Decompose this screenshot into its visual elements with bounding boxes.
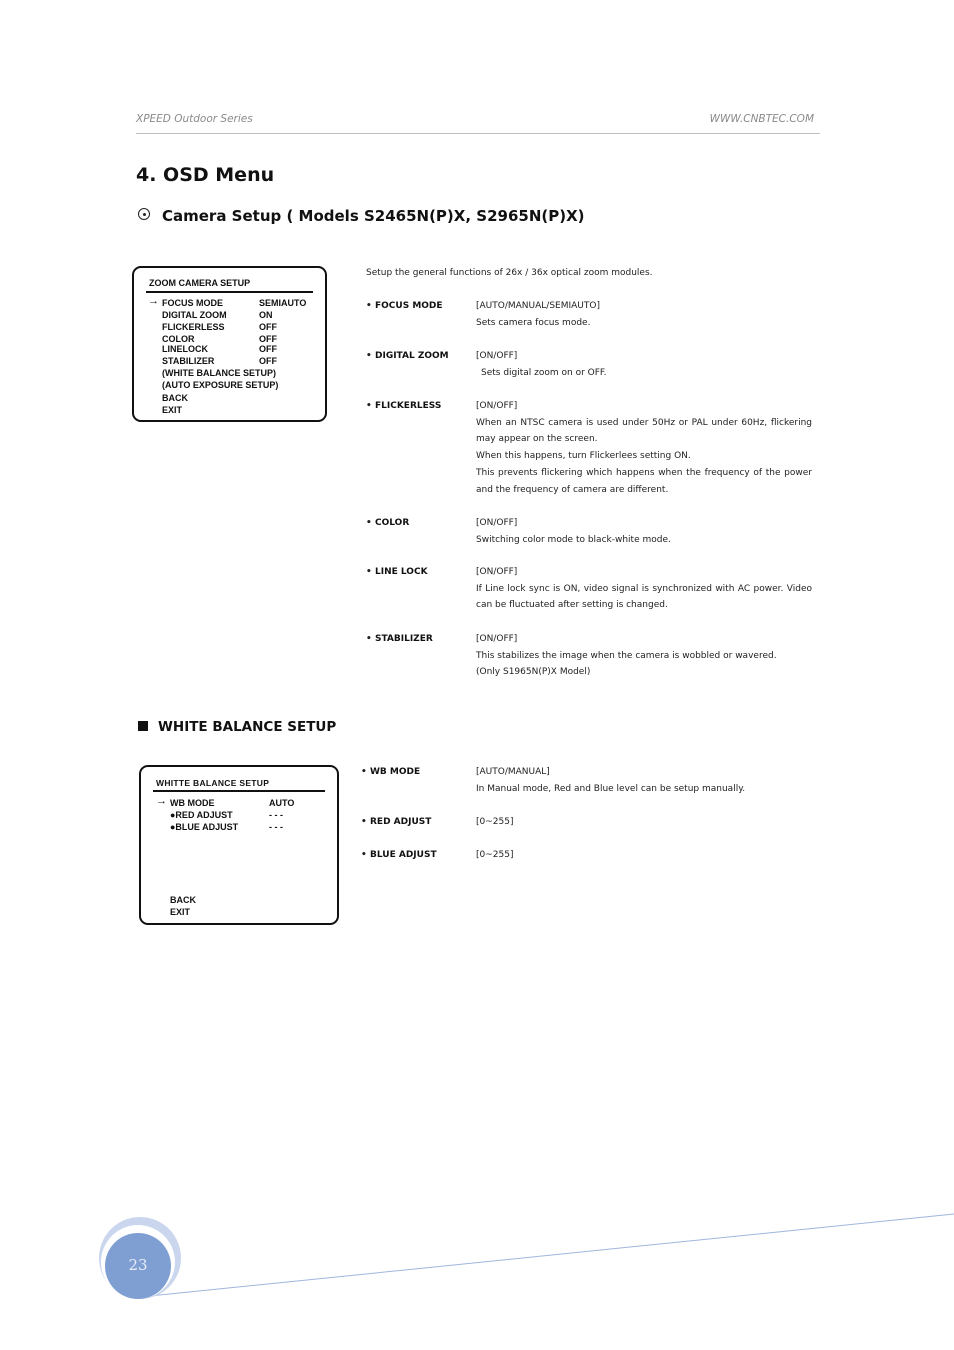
osd-row: [141, 822, 337, 834]
wb-section-heading: [138, 719, 336, 735]
desc-line: Sets camera focus mode.: [476, 317, 591, 328]
osd-row: [134, 380, 325, 392]
target-circle-icon: [138, 208, 150, 220]
subsection-title: [138, 207, 585, 225]
subsection-title-text: Camera Setup ( Models S2465N(P)X, S2965N(P)X): [162, 207, 585, 225]
osd-row: [134, 368, 325, 380]
desc-label: RED ADJUST: [370, 817, 432, 827]
osd-row-label: ●BLUE ADJUST: [170, 822, 239, 832]
desc-line: This stabilizes the image when the camera is wobbled or wavered.: [476, 650, 777, 661]
bullet: •: [361, 850, 367, 860]
wb-heading-text: WHITE BALANCE SETUP: [158, 719, 337, 735]
osd-row: [141, 895, 337, 907]
osd-row-label: EXIT: [162, 405, 183, 415]
osd-row-value: - - -: [269, 822, 283, 832]
desc-line: [ON/OFF]: [476, 634, 518, 644]
desc-label: BLUE ADJUST: [370, 850, 437, 860]
desc-text: [476, 847, 813, 864]
osd-row-label: DIGITAL ZOOM: [162, 310, 227, 320]
osd-row-label: STABILIZER: [162, 356, 215, 366]
desc-line: In Manual mode, Red and Blue level can be setup manually.: [476, 783, 746, 794]
header-rule: [136, 133, 820, 134]
osd-row-label: (WHITE BALANCE SETUP): [162, 368, 276, 378]
osd-row-label: EXIT: [170, 907, 191, 917]
section-title: 4. OSD Menu: [136, 164, 275, 186]
osd-row-label: ●RED ADJUST: [170, 810, 233, 820]
osd-title: WHITTE BALANCE SETUP: [156, 778, 270, 788]
desc-line: [ON/OFF]: [476, 567, 518, 577]
desc-line: (Only S1965N(P)X Model): [476, 667, 591, 678]
osd-row: [134, 393, 325, 405]
bullet: •: [366, 634, 372, 644]
arrow-right-icon: →: [156, 795, 167, 807]
osd-row-value: OFF: [259, 322, 277, 332]
desc-line: Switching color mode to black-white mode.: [476, 534, 671, 545]
desc-line: [ON/OFF]: [476, 518, 518, 528]
osd-row: [134, 344, 325, 356]
desc-line: If Line lock sync is ON, video signal is synchronized with AC power. Video can be fluctuated after setting is changed.: [476, 583, 812, 611]
bullet: •: [366, 401, 372, 411]
desc-text: [476, 348, 812, 381]
desc-text: [476, 398, 812, 498]
osd-row: [134, 356, 325, 368]
osd-row-value: OFF: [259, 334, 277, 344]
bullet: •: [361, 817, 367, 827]
osd-row-label: COLOR: [162, 334, 195, 344]
desc-line: Sets digital zoom on or OFF.: [481, 367, 607, 378]
arrow-right-icon: →: [148, 295, 159, 307]
osd-row: [134, 322, 325, 334]
desc-line: [ON/OFF]: [476, 401, 518, 411]
desc-label: WB MODE: [370, 767, 421, 777]
header-left: XPEED Outdoor Series: [136, 113, 253, 125]
desc-line: [0~255]: [476, 850, 514, 860]
osd-divider: [146, 291, 313, 293]
osd-white-balance-setup: [139, 765, 339, 925]
osd-row: [134, 295, 325, 310]
desc-line: This prevents flickering which happens when the frequency of the power and the frequency of camera are different.: [476, 467, 812, 495]
osd-row: [141, 907, 337, 919]
osd-row-label: FLICKERLESS: [162, 322, 225, 332]
desc-text: [476, 564, 812, 614]
desc-line: [ON/OFF]: [476, 351, 518, 361]
bullet: •: [366, 567, 372, 577]
desc-line: When an NTSC camera is used under 50Hz or PAL under 60Hz, flickering may appear on the screen.: [476, 417, 812, 445]
footer-decoration: [0, 1200, 954, 1350]
osd-row: [141, 795, 337, 810]
desc-line: [0~255]: [476, 817, 514, 827]
osd-row-value: SEMIAUTO: [259, 298, 307, 308]
osd-row-value: - - -: [269, 810, 283, 820]
desc-line: When this happens, turn Flickerlees setting ON.: [476, 451, 691, 462]
osd-row: [134, 310, 325, 322]
osd-row-label: (AUTO EXPOSURE SETUP): [162, 380, 279, 390]
bullet: •: [366, 351, 372, 361]
desc-text: [476, 814, 813, 831]
osd-row: [134, 405, 325, 417]
header-right: WWW.CNBTEC.COM: [709, 113, 814, 125]
osd-zoom-camera-setup: [132, 266, 327, 422]
desc-line: [AUTO/MANUAL/SEMIAUTO]: [476, 301, 600, 311]
desc-label: LINE LOCK: [375, 567, 428, 577]
square-bullet-icon: [138, 721, 148, 731]
desc-label: DIGITAL ZOOM: [375, 351, 449, 361]
desc-text: [476, 298, 812, 331]
osd-title: ZOOM CAMERA SETUP: [149, 278, 251, 288]
bullet: •: [366, 301, 372, 311]
desc-label: FOCUS MODE: [375, 301, 443, 311]
osd-row-value: AUTO: [269, 798, 295, 808]
desc-label: STABILIZER: [375, 634, 433, 644]
desc-label: COLOR: [375, 518, 410, 528]
osd-row-label: BACK: [162, 393, 188, 403]
desc-text: [476, 764, 813, 797]
osd-row-label: WB MODE: [170, 798, 215, 808]
desc-text: [476, 515, 812, 548]
osd-row-label: BACK: [170, 895, 196, 905]
osd-row-value: OFF: [259, 344, 277, 354]
desc-label: FLICKERLESS: [375, 401, 442, 411]
osd-row-label: LINELOCK: [162, 344, 208, 354]
osd-row-value: ON: [259, 310, 273, 320]
footer-line: [140, 1214, 954, 1297]
osd-row: [141, 810, 337, 822]
page-number: 23: [128, 1256, 148, 1274]
osd-row-label: FOCUS MODE: [162, 298, 224, 308]
desc-text: [476, 631, 812, 681]
desc-line: [AUTO/MANUAL]: [476, 767, 550, 777]
osd-divider: [153, 790, 325, 792]
intro-text: Setup the general functions of 26x / 36x optical zoom modules.: [366, 268, 653, 278]
osd-row-value: OFF: [259, 356, 277, 366]
bullet: •: [361, 767, 367, 777]
bullet: •: [366, 518, 372, 528]
